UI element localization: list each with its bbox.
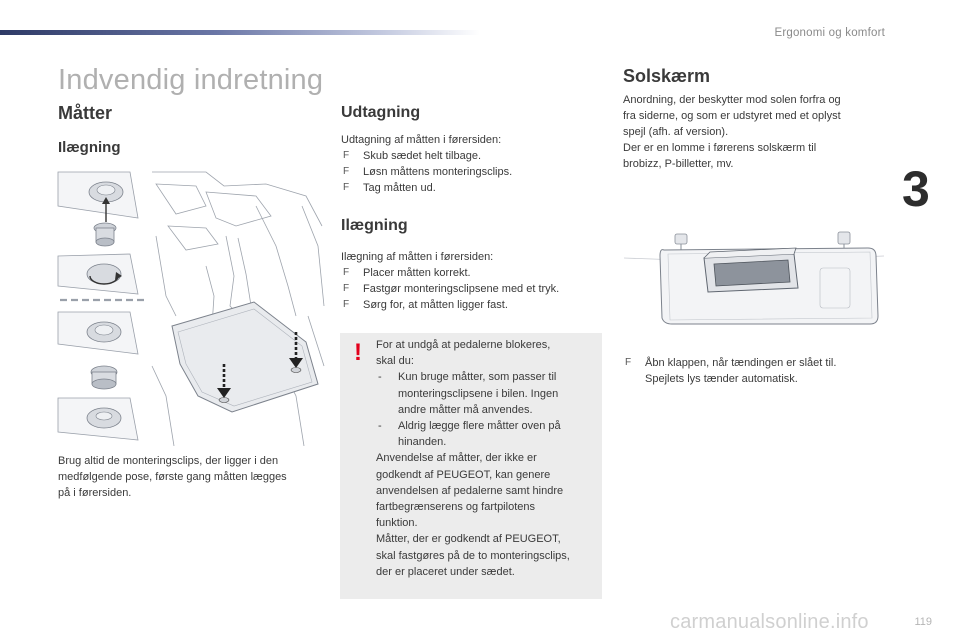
visor-hinge-right [838,232,850,248]
ilaegning-heading-left: Ilægning [58,139,121,156]
bullet-icon: F [343,150,350,161]
ilaegning-heading-middle: Ilægning [341,217,408,234]
clip-panel-4 [58,398,138,440]
dash-marker: - [378,371,382,384]
warning-line: skal du: [376,355,414,368]
clip-panel-3 [58,312,138,354]
list-item: F Åbn klappen, når tændingen er slået til. Spejlets lys tænder automatisk. [625,357,837,385]
dash-marker: - [378,420,382,433]
udtagning-intro: Udtagning af måtten i førersiden: [341,134,502,146]
watermark: carmanualsonline.info [670,611,869,633]
clip-part-2 [91,366,117,389]
visor-mirror [704,248,798,292]
solskaerm-list [623,355,888,387]
page-title: Indvendig indretning [58,64,324,96]
floor-mat-illustration [56,166,326,446]
visor-hinge-left [675,234,687,250]
list-item: F Placer måtten korrekt. [343,267,471,279]
header-color-bar [0,30,480,35]
bullet-icon: F [625,357,632,368]
list-item: F Fastgør monteringsclipsene med et tryk. [343,283,560,295]
warning-box [340,333,602,599]
warning-text: For at undgå at pedalerne blokeres, skal du: - Kun bruge måtter, som passer til monteringsclipsene i bilen. Ingen andre måtter må anvendes. - Aldrig lægge flere måtter oven på hinanden. Anvendelse af måtter, der ikke er godkendt af PEUGEOT, kan genere anvendelsen af pedalerne samt hindre fartbegrænserens og fartpilotens funktion. Måtter, der er godkendt af PEUGEOT, skal fastgøres på de to monteringsclips, der er placeret under sædet. [376,337,598,580]
section-header: Ergonomi og komfort [774,27,885,39]
list-item: F Tag måtten ud. [343,182,436,194]
maatter-caption [58,453,323,501]
clip-part-1 [94,223,116,246]
warning-sub-item: - Aldrig lægge flere måtter oven på hinanden. [378,420,561,449]
bullet-icon: F [343,283,350,294]
bullet-icon: F [343,182,350,193]
warning-icon: ! [354,339,362,366]
list-item: F Skub sædet helt tilbage. [343,150,482,162]
ilaegning-list [341,265,559,313]
sun-visor-illustration [620,228,888,328]
bullet-icon: F [343,299,350,310]
chapter-number: 3 [902,161,930,217]
ilaegning-intro: Ilægning af måtten i førersiden: [341,251,494,263]
solskaerm-heading: Solskærm [623,66,711,86]
bullet-icon: F [343,267,350,278]
udtagning-list [341,148,512,196]
udtagning-heading: Udtagning [341,104,421,121]
caption-line: medfølgende pose, første gang måtten lægges [58,471,287,483]
warning-sub-item: - Kun bruge måtter, som passer til monteringsclipsene i bilen. Ingen andre måtter må anvendes. [378,371,559,416]
caption-line: på i førersiden. [58,487,132,499]
caption-line: Brug altid de monteringsclips, der ligger i den [58,455,279,467]
list-item: F Løsn måttens monteringsclips. [343,166,513,178]
solskaerm-paragraph: Anordning, der beskytter mod solen forfra og fra siderne, og som er udstyret med et oplyst spejl (afh. af version). Der er en lomme i førerens solskærm til brobizz, P-billetter, mv. [623,94,841,170]
list-item: F Sørg for, at måtten ligger fast. [343,299,508,311]
maatter-heading: Måtter [58,103,113,123]
clip-panel-2 [58,254,138,294]
clip-panel-1 [58,172,138,222]
bullet-icon: F [343,166,350,177]
page-number: 119 [914,616,932,628]
warning-line: For at undgå at pedalerne blokeres, [376,339,551,351]
